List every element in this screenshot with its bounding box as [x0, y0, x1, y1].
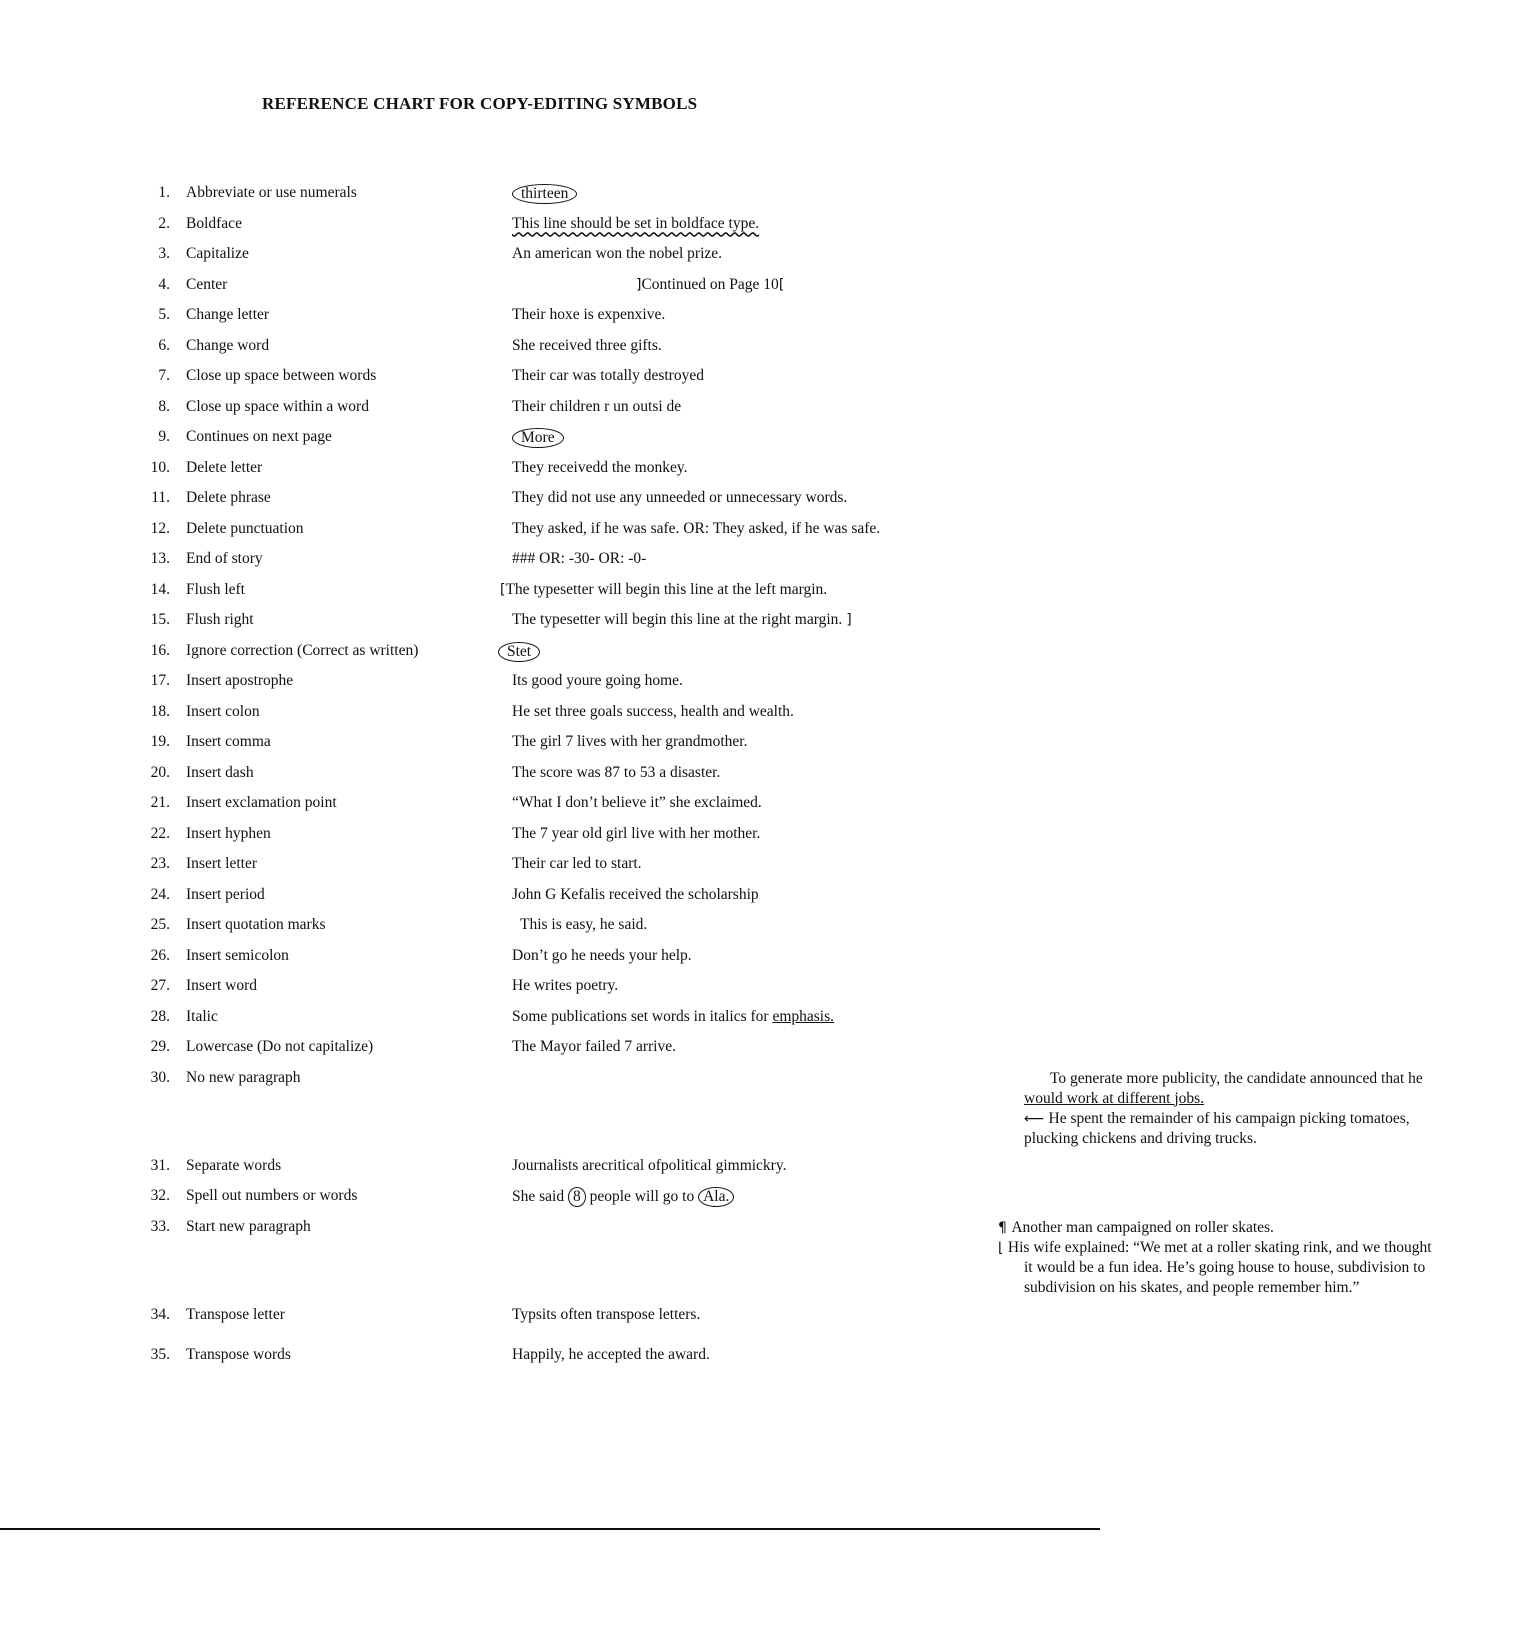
row-example: She received three gifts. [512, 336, 662, 354]
row-number: 2. [158, 214, 170, 232]
chart-row [0, 794, 1200, 825]
row-example [512, 184, 1032, 204]
row-number: 10. [150, 458, 170, 476]
example-text: people will go to [585, 1188, 699, 1205]
underlined-word: emphasis. [772, 1007, 835, 1025]
example-text: The typesetter will begin this line at the left margin. [505, 580, 828, 598]
chart-row [0, 916, 1200, 947]
row-label: Delete letter [186, 458, 263, 476]
row-example-paragraph [1024, 1069, 1524, 1157]
paragraph-mark-icon: ¶ [998, 1219, 1012, 1236]
circled-abbreviation: Ala. [698, 1187, 734, 1207]
line-text: His wife explained: “We met at a roller skating rink, and we thought [1007, 1238, 1432, 1256]
bottom-rule [0, 1528, 1100, 1530]
row-example: This is easy, he said. [520, 916, 648, 933]
line-text: He spent the remainder of his campaign picking tomatoes, [1048, 1109, 1410, 1127]
row-number: 26. [150, 946, 170, 964]
chart-row [0, 398, 1200, 429]
row-example: He set three goals success, health and wealth. [512, 702, 794, 720]
chart-row [0, 1306, 1200, 1346]
row-number: 8. [158, 397, 170, 415]
circled-number: 8 [568, 1187, 586, 1207]
row-label: Insert hyphen [186, 824, 271, 842]
row-example: They asked, if he was safe. OR: They asked, if he was safe. [512, 519, 881, 537]
row-example: ### OR: -30- OR: -0- [512, 550, 647, 567]
row-label: Center [186, 275, 228, 293]
row-example: “What I don’t believe it” she exclaimed. [512, 794, 762, 811]
row-label: Delete punctuation [186, 519, 304, 537]
paragraph-line [998, 1238, 1498, 1258]
chart-row [0, 1217, 1432, 1306]
row-label: Lowercase (Do not capitalize) [186, 1038, 374, 1055]
row-example: The girl 7 lives with her grandmother. [512, 733, 748, 750]
row-number: 18. [150, 702, 170, 720]
chart-row [0, 703, 1200, 734]
row-label: Boldface [186, 214, 242, 232]
row-label: Delete phrase [186, 489, 271, 506]
row-label: Ignore correction (Correct as written) [186, 641, 419, 659]
row-label: No new paragraph [186, 1068, 301, 1086]
chart-row [0, 306, 1200, 337]
chart-row [0, 947, 1200, 978]
row-label: Insert comma [186, 733, 271, 750]
row-number: 13. [150, 550, 170, 567]
chart-row [0, 367, 1200, 398]
row-number: 32. [150, 1187, 170, 1204]
row-label: Flush left [186, 580, 245, 598]
new-paragraph-bracket-icon: ⌊ [998, 1239, 1008, 1256]
row-number: 12. [150, 519, 170, 537]
row-label: Insert colon [186, 702, 260, 720]
row-number: 27. [150, 977, 170, 994]
row-number: 19. [150, 733, 170, 750]
row-example: Don’t go he needs your help. [512, 946, 692, 964]
row-example [512, 1187, 1032, 1207]
row-example: An american won the nobel prize. [512, 245, 723, 262]
chart-row [0, 886, 1200, 917]
row-number: 20. [150, 763, 170, 781]
example-text: She said [512, 1188, 568, 1205]
chart-row [0, 276, 1200, 307]
center-bracket-icon: [ [778, 276, 785, 293]
row-example: This line should be set in boldface type. [512, 214, 760, 232]
row-number: 14. [150, 580, 170, 598]
circled-word: thirteen [512, 184, 577, 204]
row-number: 6. [158, 336, 170, 354]
row-example: Their car led to start. [512, 855, 642, 872]
row-example: Its good youre going home. [512, 672, 683, 689]
row-number: 3. [158, 245, 170, 262]
chart-row [0, 581, 1200, 612]
example-text: The typesetter will begin this line at the right margin. [512, 611, 843, 628]
row-label: Insert period [186, 885, 265, 903]
chart-row [0, 520, 1200, 551]
row-number: 29. [150, 1038, 170, 1055]
row-label: Insert apostrophe [186, 672, 294, 689]
row-label: Insert quotation marks [186, 916, 326, 933]
chart-row [0, 855, 1200, 886]
center-bracket-icon: ] [636, 276, 642, 293]
row-example [636, 276, 1156, 294]
row-example [512, 1008, 1032, 1026]
chart-row [0, 1187, 1200, 1218]
row-label: Change word [186, 336, 270, 354]
row-label: Close up space between words [186, 367, 377, 384]
chart-row [0, 1038, 1200, 1069]
chart-row [0, 1157, 1200, 1188]
page-title: REFERENCE CHART FOR COPY-EDITING SYMBOLS [262, 94, 698, 113]
row-example: Happily, he accepted the award. [512, 1345, 710, 1363]
row-label: Transpose words [186, 1345, 291, 1363]
row-number: 11. [151, 489, 170, 506]
paragraph-line: it would be a fun idea. He’s going house to house, subdivision to [1024, 1258, 1426, 1276]
chart-row [0, 672, 1200, 703]
paragraph-line [998, 1218, 1498, 1238]
chart-row [0, 1008, 1200, 1039]
line-text: Another man campaigned on roller skates. [1011, 1218, 1274, 1236]
row-number: 5. [158, 306, 170, 323]
row-number: 4. [158, 275, 170, 293]
paragraph-line: would work at different jobs. [1024, 1089, 1205, 1107]
row-number: 15. [150, 611, 170, 628]
row-example [500, 581, 1020, 599]
row-label: Separate words [186, 1156, 282, 1174]
row-number: 1. [158, 184, 170, 201]
circled-word: More [512, 428, 564, 448]
row-example [512, 611, 1032, 629]
row-number: 24. [150, 885, 170, 903]
chart-row [0, 245, 1200, 276]
chart-row [0, 459, 1200, 490]
row-number: 30. [150, 1068, 170, 1086]
chart-row [0, 977, 1200, 1008]
row-label: End of story [186, 550, 263, 567]
row-label: Spell out numbers or words [186, 1187, 358, 1204]
row-example: Typsits often transpose letters. [512, 1305, 701, 1323]
row-label: Insert exclamation point [186, 794, 337, 811]
row-label: Flush right [186, 611, 254, 628]
row-label: Italic [186, 1007, 218, 1025]
row-example: They receivedd the monkey. [512, 458, 688, 476]
row-example-paragraph [998, 1218, 1498, 1306]
row-label: Change letter [186, 306, 270, 323]
chart-row [0, 428, 1200, 459]
no-paragraph-arrow-icon: ⟵ [1024, 1110, 1049, 1127]
chart-row [0, 489, 1200, 520]
row-number: 31. [150, 1156, 170, 1174]
row-number: 25. [150, 916, 170, 933]
row-number: 35. [150, 1345, 170, 1363]
chart-row [0, 733, 1200, 764]
row-label: Capitalize [186, 245, 249, 262]
row-label: Transpose letter [186, 1305, 285, 1323]
chart-row [0, 764, 1200, 795]
row-example: He writes poetry. [512, 977, 619, 994]
row-number: 22. [150, 824, 170, 842]
row-number: 9. [158, 428, 170, 445]
row-number: 21. [150, 794, 170, 811]
row-example: John G Kefalis received the scholarship [512, 885, 759, 903]
row-label: Insert word [186, 977, 258, 994]
chart-row [0, 1346, 1200, 1377]
flush-left-bracket-icon: [ [500, 581, 506, 598]
chart-row [0, 550, 1200, 581]
row-number: 17. [150, 672, 170, 689]
row-label: Close up space within a word [186, 397, 369, 415]
row-number: 33. [150, 1217, 170, 1235]
row-example: The Mayor failed 7 arrive. [512, 1038, 676, 1055]
symbol-chart [0, 184, 1432, 1376]
row-example: Their car was totally destroyed [512, 367, 704, 384]
row-label: Insert letter [186, 855, 258, 872]
chart-row [0, 337, 1200, 368]
row-label: Insert dash [186, 763, 254, 781]
row-label: Continues on next page [186, 428, 332, 445]
chart-row [0, 1068, 1423, 1157]
flush-right-bracket-icon: ] [846, 612, 852, 628]
row-label: Start new paragraph [186, 1217, 311, 1235]
row-example: Their children r un outsi de [512, 397, 682, 415]
row-number: 28. [150, 1007, 170, 1025]
example-text: Continued on Page 10 [641, 275, 779, 293]
paragraph-line: plucking chickens and driving trucks. [1024, 1129, 1257, 1147]
chart-row [0, 184, 1200, 215]
row-example: Journalists arecritical ofpolitical gimmickry. [512, 1156, 787, 1174]
paragraph-line [1024, 1109, 1524, 1129]
row-number: 16. [150, 641, 170, 659]
chart-row [0, 215, 1200, 246]
paragraph-line: To generate more publicity, the candidate announced that he [1050, 1069, 1423, 1087]
row-number: 7. [158, 367, 170, 384]
example-text: Some publications set words in italics for [512, 1007, 773, 1025]
row-example: The 7 year old girl live with her mother. [512, 824, 761, 842]
circled-word: Stet [498, 642, 540, 662]
row-example: They did not use any unneeded or unnecessary words. [512, 489, 848, 506]
row-label: Insert semicolon [186, 946, 289, 964]
row-example: Their hoxe is expenxive. [512, 306, 666, 323]
row-example [512, 428, 1032, 448]
row-example [498, 642, 1018, 662]
row-example: The score was 87 to 53 a disaster. [512, 763, 721, 781]
chart-row [0, 611, 1200, 642]
paragraph-line: subdivision on his skates, and people remember him.” [1024, 1278, 1360, 1296]
row-label: Abbreviate or use numerals [186, 184, 357, 201]
row-number: 23. [150, 855, 170, 872]
row-number: 34. [150, 1305, 170, 1323]
chart-row [0, 642, 1200, 673]
chart-row [0, 825, 1200, 856]
